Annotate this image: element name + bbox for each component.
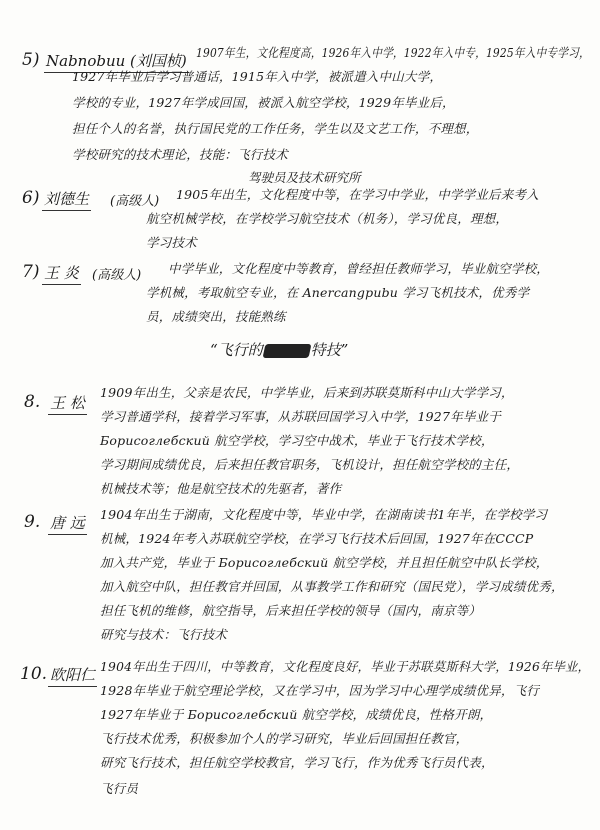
entry-line: 担任飞机的维修，航空指导，后来担任学校的领导（国内，南京等） [100, 603, 482, 618]
entry-role: (高级人) [92, 268, 142, 283]
entry-line: 1928年毕业于航空理论学校，又在学习中，因为学习中心理学成绩优异，飞行 [100, 683, 540, 698]
entry-line: 飞行员 [100, 781, 139, 796]
entry-line: 研究与技术：飞行技术 [100, 627, 228, 642]
section-heading [210, 339, 348, 360]
entry-number: 5) [22, 50, 40, 70]
entry-line: 学机械，考取航空专业，在 Anercangpubu 学习飞机技术，优秀学 [146, 285, 530, 300]
entry-line: Борисоглебский 航空学校，学习空中战术，毕业于飞行技术学校， [100, 433, 494, 448]
entry-number: 6) [22, 188, 40, 208]
entry-line: 1909年出生，父亲是农民，中学毕业，后来到苏联莫斯科中山大学学习， [100, 385, 514, 400]
entry-line: 1907年生，文化程度高，1926年入中学，1922年入中专，1925年入中专学习， [196, 45, 590, 60]
entry-line: 1927年毕业后学习普通话，1915年入中学，被派遣入中山大学， [72, 69, 443, 84]
entry-number: 9. [24, 512, 41, 532]
entry-line: 学习期间成绩优良，后来担任教官职务，飞机设计，担任航空学校的主任， [100, 457, 520, 472]
entry-line: 中学毕业，文化程度中等教育，曾经担任教师学习，毕业航空学校， [168, 261, 550, 276]
entry-line: 学习普通学科，接着学习军事，从苏联回国学习入中学，1927年毕业于 [100, 409, 501, 424]
entry-line: 1904年出生于四川，中等教育，文化程度良好，毕业于苏联莫斯科大学，1926年毕业， [100, 659, 591, 674]
entry-number: 8. [24, 392, 41, 412]
ink-blot [262, 344, 311, 358]
entry-line: 学习技术 [146, 235, 197, 250]
entry-number: 10. [20, 664, 48, 684]
entry-name: 唐 远 [48, 512, 87, 535]
entry-line: 航空机械学校，在学校学习航空技术（机务），学习优良，理想， [146, 211, 509, 226]
entry-name: 王 炎 [42, 262, 81, 285]
entry-line: 加入共产党，毕业于 Борисоглебский 航空学校，并且担任航空中队长学校， [100, 555, 549, 570]
entry-name: 欧阳仁 [48, 664, 97, 687]
entry-line: 员，成绩突出，技能熟练 [146, 309, 286, 324]
entry-line: 机械技术等；他是航空技术的先驱者，著作 [100, 481, 342, 496]
entry-name: Nabnobuu (刘国桢) [44, 50, 189, 73]
entry-line: 担任个人的名誉，执行国民党的工作任务，学生以及文艺工作，不理想， [72, 121, 479, 136]
entry-line: 加入航空中队，担任教官并回国，从事教学工作和研究（国民党），学习成绩优秀， [100, 579, 564, 594]
section-heading-left: “飞行的 [210, 341, 263, 359]
entry-name: 刘德生 [42, 188, 91, 211]
entry-role: (高级人) [110, 194, 160, 209]
entry-line: 研究飞行技术，担任航空学校教官，学习飞行，作为优秀飞行员代表， [100, 755, 494, 770]
entry-name: 王 松 [48, 392, 87, 415]
entry-note: 驾驶员及技术研究所 [248, 170, 361, 185]
section-heading-right: 特技” [310, 341, 349, 359]
entry-line: 机械，1924年考入苏联航空学校，在学习飞行技术后回国，1927年在CCCP [100, 531, 534, 546]
entry-line: 学校研究的技术理论，技能：飞行技术 [72, 147, 288, 162]
entry-line: 1905年出生，文化程度中等，在学习中学业，中学学业后来考入 [176, 187, 539, 202]
entry-line: 学校的专业，1927年学成回国，被派入航空学校，1929年毕业后， [72, 95, 455, 110]
entry-line: 1904年出生于湖南，文化程度中等，毕业中学，在湖南读书1年半，在学校学习 [100, 507, 548, 522]
entry-line: 飞行技术优秀，积极参加个人的学习研究，毕业后回国担任教官， [100, 731, 469, 746]
entry-line: 1927年毕业于 Борисоглебский 航空学校，成绩优良，性格开朗， [100, 707, 493, 722]
entry-number: 7) [22, 262, 40, 282]
